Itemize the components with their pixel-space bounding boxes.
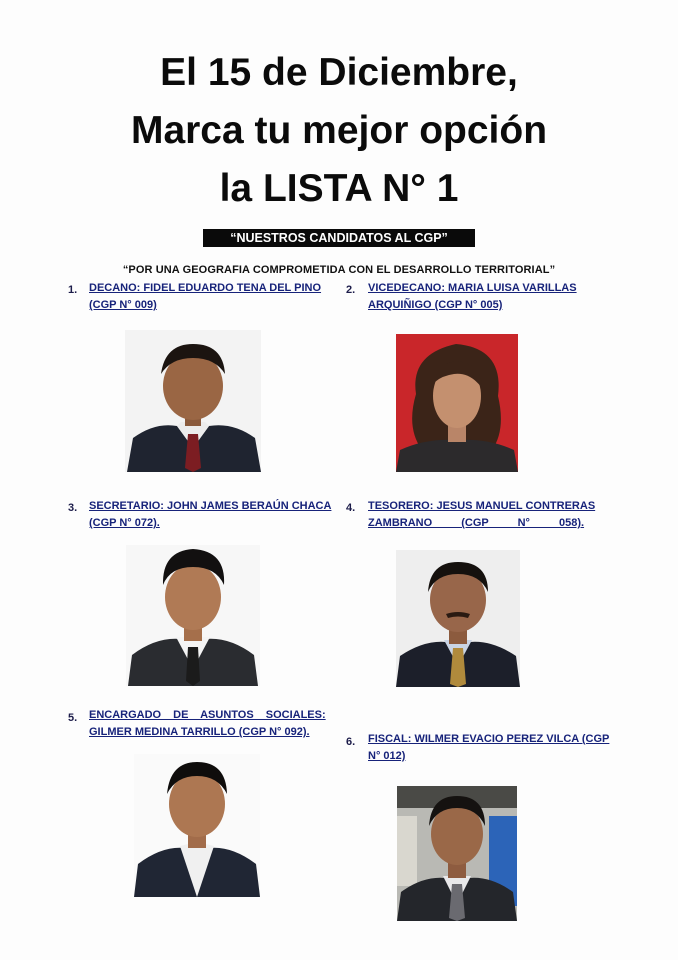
candidate-1-entry	[89, 280, 337, 314]
headline-call-to-action: Marca tu mejor opción	[130, 109, 548, 152]
candidate-2-title: VICEDECANO: MARIA LUISA VARILLAS	[368, 282, 577, 294]
candidate-4-number: 4.	[346, 502, 356, 514]
candidate-4-photo	[396, 550, 520, 687]
headline-list-number: la LISTA N° 1	[219, 167, 459, 210]
candidate-1-photo	[125, 330, 261, 472]
candidate-3-title: SECRETARIO: JOHN JAMES BERAÚN CHACA	[89, 500, 332, 512]
candidate-4-entry	[368, 498, 615, 532]
candidate-1-number: 1.	[68, 284, 78, 296]
candidate-5-title: ENCARGADO DE ASUNTOS SOCIALES:	[89, 709, 326, 721]
candidate-5-entry	[89, 707, 337, 741]
candidate-3-registration: (CGP N° 072).	[89, 517, 160, 529]
candidate-1-registration: (CGP N° 009)	[89, 299, 157, 311]
candidate-6-registration: N° 012)	[368, 750, 406, 762]
candidate-6-entry	[368, 731, 615, 765]
candidate-4-title: TESORERO: JESUS MANUEL CONTRERAS	[368, 500, 596, 512]
candidate-4-registration: ZAMBRANO (CGP N° 058).	[368, 517, 585, 529]
headline-date: El 15 de Diciembre,	[160, 51, 518, 94]
candidate-2-entry	[368, 280, 615, 314]
candidate-1-title: DECANO: FIDEL EDUARDO TENA DEL PINO	[89, 282, 322, 294]
candidate-6-number: 6.	[346, 736, 356, 748]
candidate-3-photo	[126, 545, 260, 686]
candidate-3-number: 3.	[68, 502, 78, 514]
candidate-5-number: 5.	[68, 712, 78, 724]
candidates-banner: “NUESTROS CANDIDATOS AL CGP”	[203, 229, 475, 247]
candidate-2-photo	[396, 334, 518, 472]
candidate-2-registration: ARQUIÑIGO (CGP N° 005)	[368, 299, 503, 311]
motto: “POR UNA GEOGRAFIA COMPROMETIDA CON EL DESARROLLO TERRITORIAL”	[122, 264, 556, 276]
candidate-5-registration: GILMER MEDINA TARRILLO (CGP N° 092).	[89, 726, 310, 738]
candidate-3-entry	[89, 498, 337, 532]
candidate-2-number: 2.	[346, 284, 356, 296]
candidate-6-photo	[397, 786, 517, 921]
candidate-6-title: FISCAL: WILMER EVACIO PEREZ VILCA (CGP	[368, 733, 610, 745]
candidate-5-photo	[134, 754, 260, 897]
